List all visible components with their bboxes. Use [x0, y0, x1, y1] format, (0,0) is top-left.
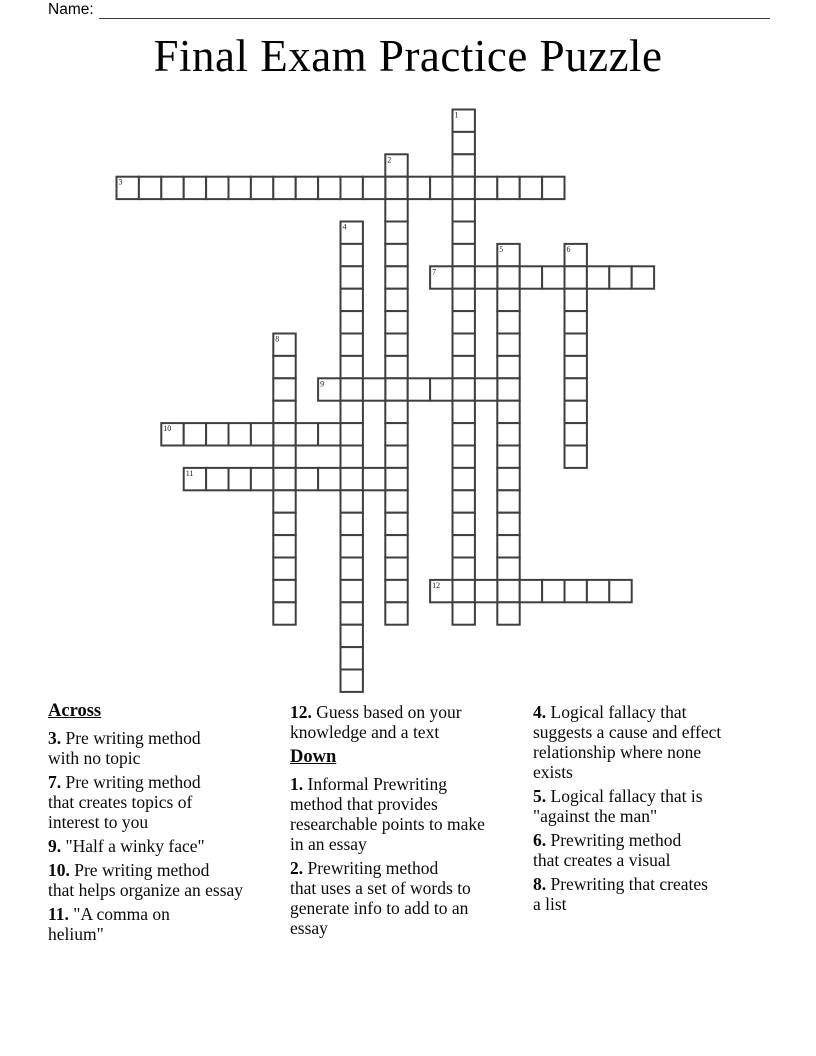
- grid-cell[interactable]: [474, 378, 496, 400]
- grid-cell[interactable]: [273, 176, 295, 198]
- grid-cell[interactable]: [362, 467, 384, 489]
- grid-cell[interactable]: [497, 288, 519, 310]
- grid-cell[interactable]: [183, 423, 205, 445]
- grid-cell[interactable]: [452, 467, 474, 489]
- grid-cell[interactable]: [497, 512, 519, 534]
- grid-cell[interactable]: [452, 602, 474, 624]
- grid-cell[interactable]: [385, 266, 407, 288]
- cell-number: 11: [185, 468, 193, 478]
- grid-cell[interactable]: [385, 288, 407, 310]
- grid-cell[interactable]: [542, 579, 564, 601]
- cell-number: 1: [454, 110, 458, 119]
- grid-cell[interactable]: [228, 176, 250, 198]
- grid-cell[interactable]: [497, 602, 519, 624]
- grid-cell[interactable]: [430, 378, 452, 400]
- grid-cell[interactable]: [228, 467, 250, 489]
- grid-cell[interactable]: [452, 176, 474, 198]
- grid-cell[interactable]: [497, 400, 519, 422]
- grid-cell[interactable]: [318, 176, 340, 198]
- cell-number: 3: [118, 177, 122, 187]
- grid-cell[interactable]: [228, 423, 250, 445]
- grid-cell[interactable]: [340, 176, 362, 198]
- grid-cell[interactable]: [452, 423, 474, 445]
- grid-cell[interactable]: [362, 378, 384, 400]
- grid-cell[interactable]: [340, 579, 362, 601]
- grid-cell[interactable]: [497, 579, 519, 601]
- grid-cell[interactable]: [295, 423, 317, 445]
- cell-number: 9: [319, 378, 324, 388]
- grid-cell[interactable]: [340, 445, 362, 467]
- clue-5: 5. Logical fallacy that is "against the man": [533, 786, 703, 826]
- grid-cell[interactable]: [318, 423, 340, 445]
- grid-cell[interactable]: [385, 400, 407, 422]
- clue-10: 10. Pre writing method that helps organize an essay: [48, 860, 244, 900]
- cell-number: 4: [342, 222, 346, 231]
- grid-cell[interactable]: [452, 400, 474, 422]
- grid-cell[interactable]: [586, 266, 608, 288]
- grid-cell[interactable]: [340, 266, 362, 288]
- grid-cell[interactable]: [385, 490, 407, 512]
- cell-number: 6: [566, 244, 570, 254]
- grid-cell[interactable]: [206, 176, 228, 198]
- grid-cell[interactable]: [362, 176, 384, 198]
- grid-cell[interactable]: [497, 311, 519, 333]
- grid-cell[interactable]: [385, 512, 407, 534]
- grid-cell[interactable]: [452, 333, 474, 355]
- grid-cell[interactable]: [452, 288, 474, 310]
- crossword-grid-svg: [115, 108, 656, 694]
- grid-cell[interactable]: [340, 400, 362, 422]
- grid-cell[interactable]: [542, 266, 564, 288]
- grid-cell[interactable]: [340, 378, 362, 400]
- grid-cell[interactable]: [385, 535, 407, 557]
- grid-cell[interactable]: [273, 579, 295, 601]
- grid-cell[interactable]: [273, 467, 295, 489]
- grid-cell[interactable]: [385, 311, 407, 333]
- grid-cell[interactable]: [340, 669, 362, 691]
- grid-cell[interactable]: [385, 579, 407, 601]
- name-row: [48, 1, 770, 19]
- grid-cell[interactable]: [497, 467, 519, 489]
- grid-cell[interactable]: [340, 512, 362, 534]
- grid-cell[interactable]: [161, 176, 183, 198]
- grid-cell[interactable]: [519, 176, 541, 198]
- grid-cell[interactable]: [452, 378, 474, 400]
- grid-cell[interactable]: [340, 311, 362, 333]
- grid-cell[interactable]: [340, 490, 362, 512]
- cell-number: 5: [498, 244, 503, 254]
- clue-column-across: [48, 700, 288, 948]
- grid-cell[interactable]: [250, 467, 272, 489]
- crossword-grid: [115, 108, 656, 699]
- grid-cell[interactable]: [474, 266, 496, 288]
- grid-cell[interactable]: [497, 176, 519, 198]
- grid-cell[interactable]: [452, 199, 474, 221]
- grid-cell[interactable]: [385, 243, 407, 265]
- grid-cell[interactable]: [430, 176, 452, 198]
- grid-cell[interactable]: [273, 355, 295, 377]
- grid-cell[interactable]: [340, 288, 362, 310]
- cell-number: 2: [386, 154, 391, 164]
- clue-7: 7. Pre writing method that creates topics of interest to you: [48, 772, 201, 832]
- clue-column-middle: [290, 702, 536, 942]
- grid-cell[interactable]: [385, 423, 407, 445]
- grid-cell[interactable]: [497, 355, 519, 377]
- clue-4: 4. Logical fallacy that suggests a cause and effect relationship where none exists: [533, 702, 722, 782]
- cell-number: 8: [274, 334, 279, 343]
- grid-cell[interactable]: [497, 490, 519, 512]
- grid-cell[interactable]: [564, 400, 586, 422]
- grid-cell[interactable]: [452, 355, 474, 377]
- grid-cell[interactable]: [452, 535, 474, 557]
- grid-cell[interactable]: [452, 221, 474, 243]
- grid-cell[interactable]: [250, 423, 272, 445]
- name-label: Name:: [48, 1, 94, 18]
- grid-cell[interactable]: [564, 333, 586, 355]
- grid-cell[interactable]: [250, 176, 272, 198]
- down-header: Down: [290, 747, 337, 767]
- grid-cell[interactable]: [497, 333, 519, 355]
- grid-cell[interactable]: [273, 400, 295, 422]
- clue-1: 1. Informal Prewriting method that provides researchable points to make in an essay: [290, 774, 485, 854]
- grid-cell[interactable]: [206, 467, 228, 489]
- grid-cell[interactable]: [273, 445, 295, 467]
- grid-cell[interactable]: [542, 176, 564, 198]
- grid-cell[interactable]: [273, 512, 295, 534]
- grid-cell[interactable]: [564, 288, 586, 310]
- grid-cell[interactable]: [497, 535, 519, 557]
- grid-cell[interactable]: [385, 176, 407, 198]
- grid-cell[interactable]: [183, 176, 205, 198]
- grid-cell[interactable]: [385, 445, 407, 467]
- grid-cell[interactable]: [318, 467, 340, 489]
- grid-cell[interactable]: [497, 378, 519, 400]
- grid-cell[interactable]: [497, 266, 519, 288]
- name-input-line[interactable]: [99, 4, 770, 19]
- grid-cell[interactable]: [452, 266, 474, 288]
- grid-cell[interactable]: [497, 445, 519, 467]
- grid-cell[interactable]: [340, 333, 362, 355]
- grid-cell[interactable]: [385, 602, 407, 624]
- clue-11: 11. "A comma on helium": [48, 904, 170, 944]
- grid-cell[interactable]: [452, 512, 474, 534]
- grid-cell[interactable]: [519, 266, 541, 288]
- grid-cell[interactable]: [385, 467, 407, 489]
- cell-number: 10: [162, 423, 171, 433]
- grid-cell[interactable]: [564, 445, 586, 467]
- grid-cell[interactable]: [340, 535, 362, 557]
- clue-9: 9. "Half a winky face": [48, 836, 205, 856]
- grid-cell[interactable]: [295, 467, 317, 489]
- cell-number: 7: [431, 266, 436, 276]
- grid-cell[interactable]: [474, 579, 496, 601]
- grid-cell[interactable]: [564, 355, 586, 377]
- grid-cell[interactable]: [474, 176, 496, 198]
- grid-cell[interactable]: [497, 557, 519, 579]
- grid-cell[interactable]: [385, 199, 407, 221]
- grid-cell[interactable]: [385, 333, 407, 355]
- grid-cell[interactable]: [138, 176, 160, 198]
- grid-cell[interactable]: [273, 423, 295, 445]
- grid-cell[interactable]: [385, 221, 407, 243]
- grid-cell[interactable]: [407, 378, 429, 400]
- page-title: Final Exam Practice Puzzle: [153, 31, 663, 81]
- cell-number: 12: [431, 580, 440, 590]
- clue-12: 12. Guess based on your knowledge and a text: [290, 702, 462, 742]
- grid-cell[interactable]: [340, 557, 362, 579]
- grid-cell[interactable]: [452, 131, 474, 153]
- clue-3: 3. Pre writing method with no topic: [48, 728, 201, 768]
- grid-cell[interactable]: [206, 423, 228, 445]
- grid-cell[interactable]: [452, 579, 474, 601]
- grid-cell[interactable]: [273, 557, 295, 579]
- grid-cell[interactable]: [340, 243, 362, 265]
- clue-6: 6. Prewriting method that creates a visual: [533, 830, 682, 870]
- grid-cell[interactable]: [452, 243, 474, 265]
- grid-cell[interactable]: [452, 445, 474, 467]
- grid-cell[interactable]: [452, 557, 474, 579]
- grid-cell[interactable]: [273, 378, 295, 400]
- grid-cell[interactable]: [631, 266, 653, 288]
- grid-cell[interactable]: [340, 647, 362, 669]
- grid-cell[interactable]: [564, 423, 586, 445]
- grid-cell[interactable]: [586, 579, 608, 601]
- clue-column-right: [533, 702, 768, 918]
- grid-cell[interactable]: [273, 602, 295, 624]
- grid-cell[interactable]: [273, 535, 295, 557]
- grid-cell[interactable]: [452, 311, 474, 333]
- grid-cell[interactable]: [340, 602, 362, 624]
- across-header: Across: [48, 701, 102, 721]
- grid-cell[interactable]: [452, 490, 474, 512]
- grid-cell[interactable]: [340, 423, 362, 445]
- grid-cell[interactable]: [385, 378, 407, 400]
- clue-8: 8. Prewriting that creates a list: [533, 874, 708, 914]
- grid-cell[interactable]: [340, 467, 362, 489]
- grid-cell[interactable]: [295, 176, 317, 198]
- grid-cell[interactable]: [564, 266, 586, 288]
- grid-cell[interactable]: [385, 557, 407, 579]
- grid-cell[interactable]: [564, 311, 586, 333]
- grid-cell[interactable]: [564, 579, 586, 601]
- grid-cell[interactable]: [407, 176, 429, 198]
- grid-cell[interactable]: [609, 266, 631, 288]
- grid-cell[interactable]: [385, 355, 407, 377]
- grid-cell[interactable]: [340, 355, 362, 377]
- grid-cell[interactable]: [340, 624, 362, 646]
- clue-2: 2. Prewriting method that uses a set of words to generate info to add to an essay: [290, 858, 471, 938]
- grid-cell[interactable]: [497, 423, 519, 445]
- grid-cell[interactable]: [452, 154, 474, 176]
- grid-cell[interactable]: [273, 490, 295, 512]
- grid-cell[interactable]: [564, 378, 586, 400]
- grid-cell[interactable]: [609, 579, 631, 601]
- grid-cell[interactable]: [519, 579, 541, 601]
